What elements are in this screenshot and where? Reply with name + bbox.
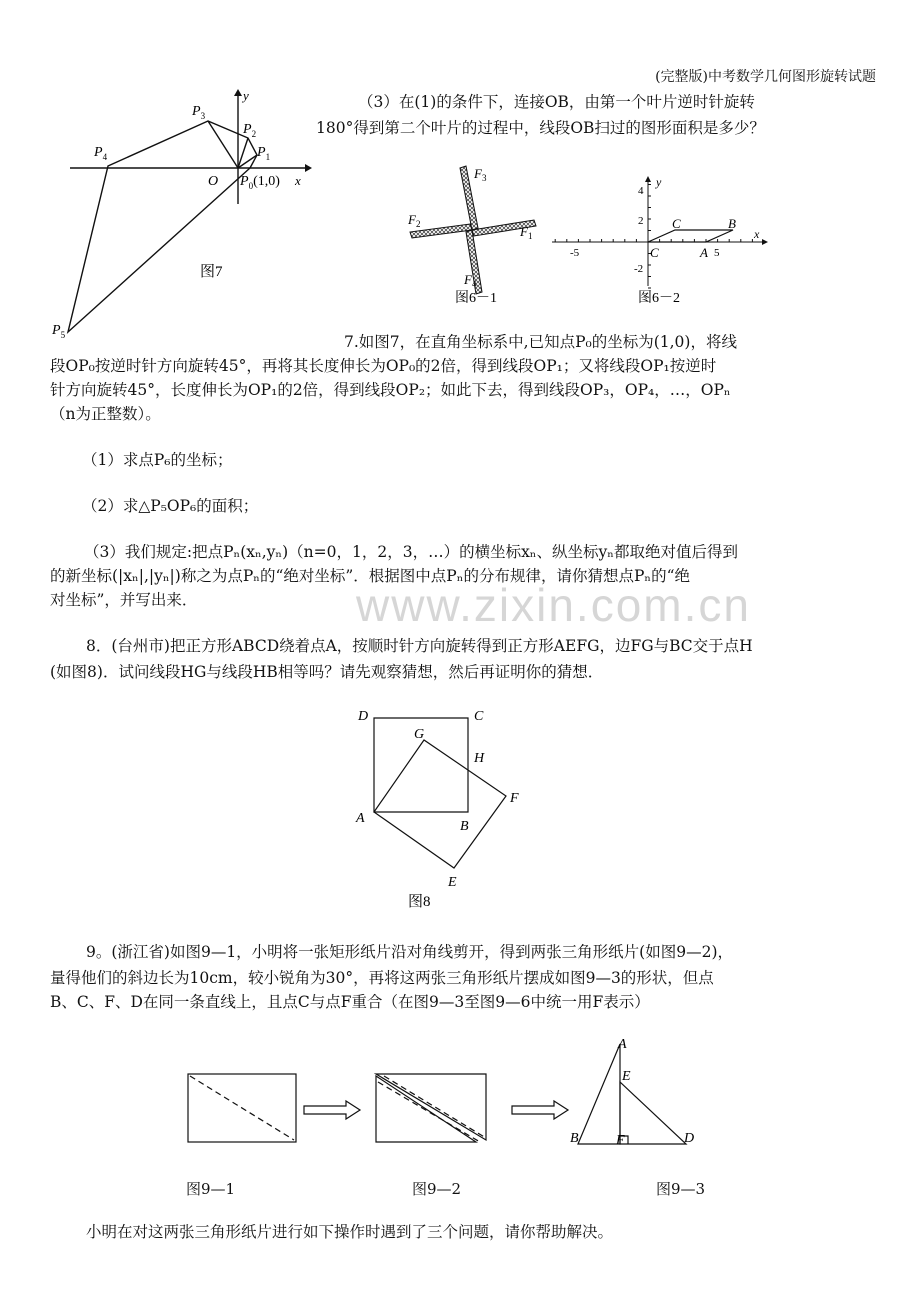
fig6-1-label-f1: F [520,224,528,239]
svg-text:P1: $P_1$ [257,145,271,162]
q7-line3: 针方向旋转45°，长度伸长为OP₁的2倍，得到线段OP₂；如此下去，得到线段OP₃，OP₄，…，OPₙ [50,381,731,399]
figure-7 [40,82,320,350]
arrow-2 [512,1101,568,1119]
figure-8 [346,700,536,912]
fig8-label-b: B [460,819,469,834]
fig7-label-y: y [243,88,249,103]
fig7-label-p3: P [192,104,201,119]
fig6-1-label-f3: F [474,166,482,181]
svg-text:F3: $F_3$ [474,166,487,183]
q7-line2: 段OP₀按逆时针方向旋转45°，再将其长度伸长为OP₀的2倍，得到线段OP₁；又将线段OP₁按逆时 [50,357,717,375]
fig9-1-diagonal [190,1076,294,1140]
fig6-2-tick-5: 5 [714,247,720,259]
fig6-1-label-f4: F [464,272,472,287]
fig6-1-label-f2: F [408,212,416,227]
q8-line1: 8．(台州市)把正方形ABCD绕着点A，按顺时针方向旋转得到正方形AEFG，边FG与BC交于点H [86,637,753,655]
page-header: (完整版)中考数学几何图形旋转试题 [655,69,876,85]
q9-last-line: 小明在对这两张三角形纸片进行如下操作时遇到了三个问题，请你帮助解决。 [86,1223,614,1241]
q6-sub3-line2: 180°得到第二个叶片的过程中，线段OB扫过的图形面积是多少？ [316,119,765,137]
svg-text:P2: $P_2$ [243,122,257,139]
fig9-2-triangle-bottom [376,1076,476,1142]
fig9-3-label-d: D [684,1131,695,1146]
fig8-label-f: F [510,791,519,806]
arrow-1 [304,1101,360,1119]
fig6-2-label-a: A [700,245,708,260]
fig9-3-label-e: E [622,1069,631,1084]
q7-sub3-line2: 的新坐标(|xₙ|,|yₙ|)称之为点Pₙ的“绝对坐标”．根据图中点Pₙ的分布规律，请你猜想点Pₙ的“绝 [50,567,690,585]
fig7-label-p0: P [240,174,249,189]
fig8-label-e: E [448,875,457,890]
fig6-2-tick-neg5: -5 [570,247,580,259]
q6-sub3-line1: （3）在(1)的条件下，连接OB，由第一个叶片逆时针旋转 [358,93,755,111]
q9-line1: 9。(浙江省)如图9—1，小明将一张矩形纸片沿对角线剪开，得到两张三角形纸片(如图9—2)， [86,943,733,961]
q7-sub2: （2）求△P₅OP₆的面积； [82,497,259,515]
fig7-caption: 图7 [200,264,223,280]
svg-text:P3: $P_3$ [192,104,206,121]
fig6-2-tick-neg2: -2 [634,263,644,275]
square-aefg [374,740,506,868]
svg-text:P4: $P_4$ [94,145,108,162]
q9-line3: B、C、F、D在同一条直线上，且点C与点F重合（在图9—3至图9—6中统一用F表示） [50,993,650,1011]
q7-line1: 7.如图7，在直角坐标系中,已知点P₀的坐标为(1,0)，将线 [344,333,737,351]
fig9-2-triangle-top [376,1074,486,1140]
fig6-2-tick-2: 2 [638,215,644,227]
fig9-3-label-a: A [618,1037,627,1052]
fig9-3-label-b: B [570,1131,579,1146]
fig9-3-label-f: F [616,1133,625,1148]
fig9-1-caption: 图9—1 [186,1180,236,1198]
fig7-label-x: x [295,173,301,188]
fig9-3-triangle-efd [620,1082,686,1144]
svg-text:P5: $P_5$ [52,323,66,340]
watermark: www.zixin.com.cn [356,579,751,631]
fig6-1-caption: 图6－1 [455,291,497,306]
fig7-label-p5: P [52,323,61,338]
fig9-2-caption: 图9—2 [412,1180,462,1198]
figure-6-1 [400,156,550,306]
svg-text:F4: $F_4$ [464,272,477,289]
fig6-2-caption: 图6－2 [638,291,680,306]
q7-sub1: （1）求点P₆的坐标； [82,451,233,469]
q7-line4: （n为正整数）。 [50,405,161,423]
fig6-2-label-x: x [754,227,760,241]
fig8-label-d: D [358,709,369,724]
fig6-2-label-c2: C [650,245,659,260]
fig7-label-p2: P [243,122,252,137]
fig7-label-o: O [208,174,219,189]
figure-9-group [180,1030,720,1150]
fig8-label-h: H [474,751,485,766]
svg-text:P0(1,0): $P_0(1,0)$ [240,174,280,191]
fig7-label-p4: P [94,145,103,160]
svg-text:F2: $F_2$ [408,212,421,229]
fig8-label-a: A [356,811,365,826]
figure-6-2 [548,176,770,306]
q7-sub3-line1: （3）我们规定:把点Pₙ(xₙ,yₙ)（n=0，1，2，3，…）的横坐标xₙ、纵坐标yₙ都取绝对值后得到 [84,543,738,561]
q9-line2: 量得他们的斜边长为10cm，较小锐角为30°，再将这两张三角形纸片摆成如图9—3的形状，但点 [50,969,714,987]
q8-line2: (如图8)．试问线段HG与线段HB相等吗？请先观察猜想，然后再证明你的猜想． [50,663,604,681]
fig7-label-p0-coord: (1,0) [253,174,280,189]
q7-sub3-line3: 对坐标”，并写出来． [50,591,198,609]
fig9-3-triangle-abf [578,1044,620,1144]
fig6-2-tick-4: 4 [638,185,644,197]
fig7-label-p1: P [257,145,266,160]
fig9-3-caption: 图9—3 [656,1180,706,1198]
svg-text:F1: $F_1$ [520,224,533,241]
fig6-2-label-b: B [728,216,736,231]
fig8-label-c: C [474,709,484,724]
fig6-2-parallelogram [648,230,733,242]
fig6-2-label-y: y [656,176,662,189]
fig6-2-label-c: C [672,216,681,231]
fig8-caption: 图8 [408,894,431,910]
fig8-label-g: G [414,727,425,742]
